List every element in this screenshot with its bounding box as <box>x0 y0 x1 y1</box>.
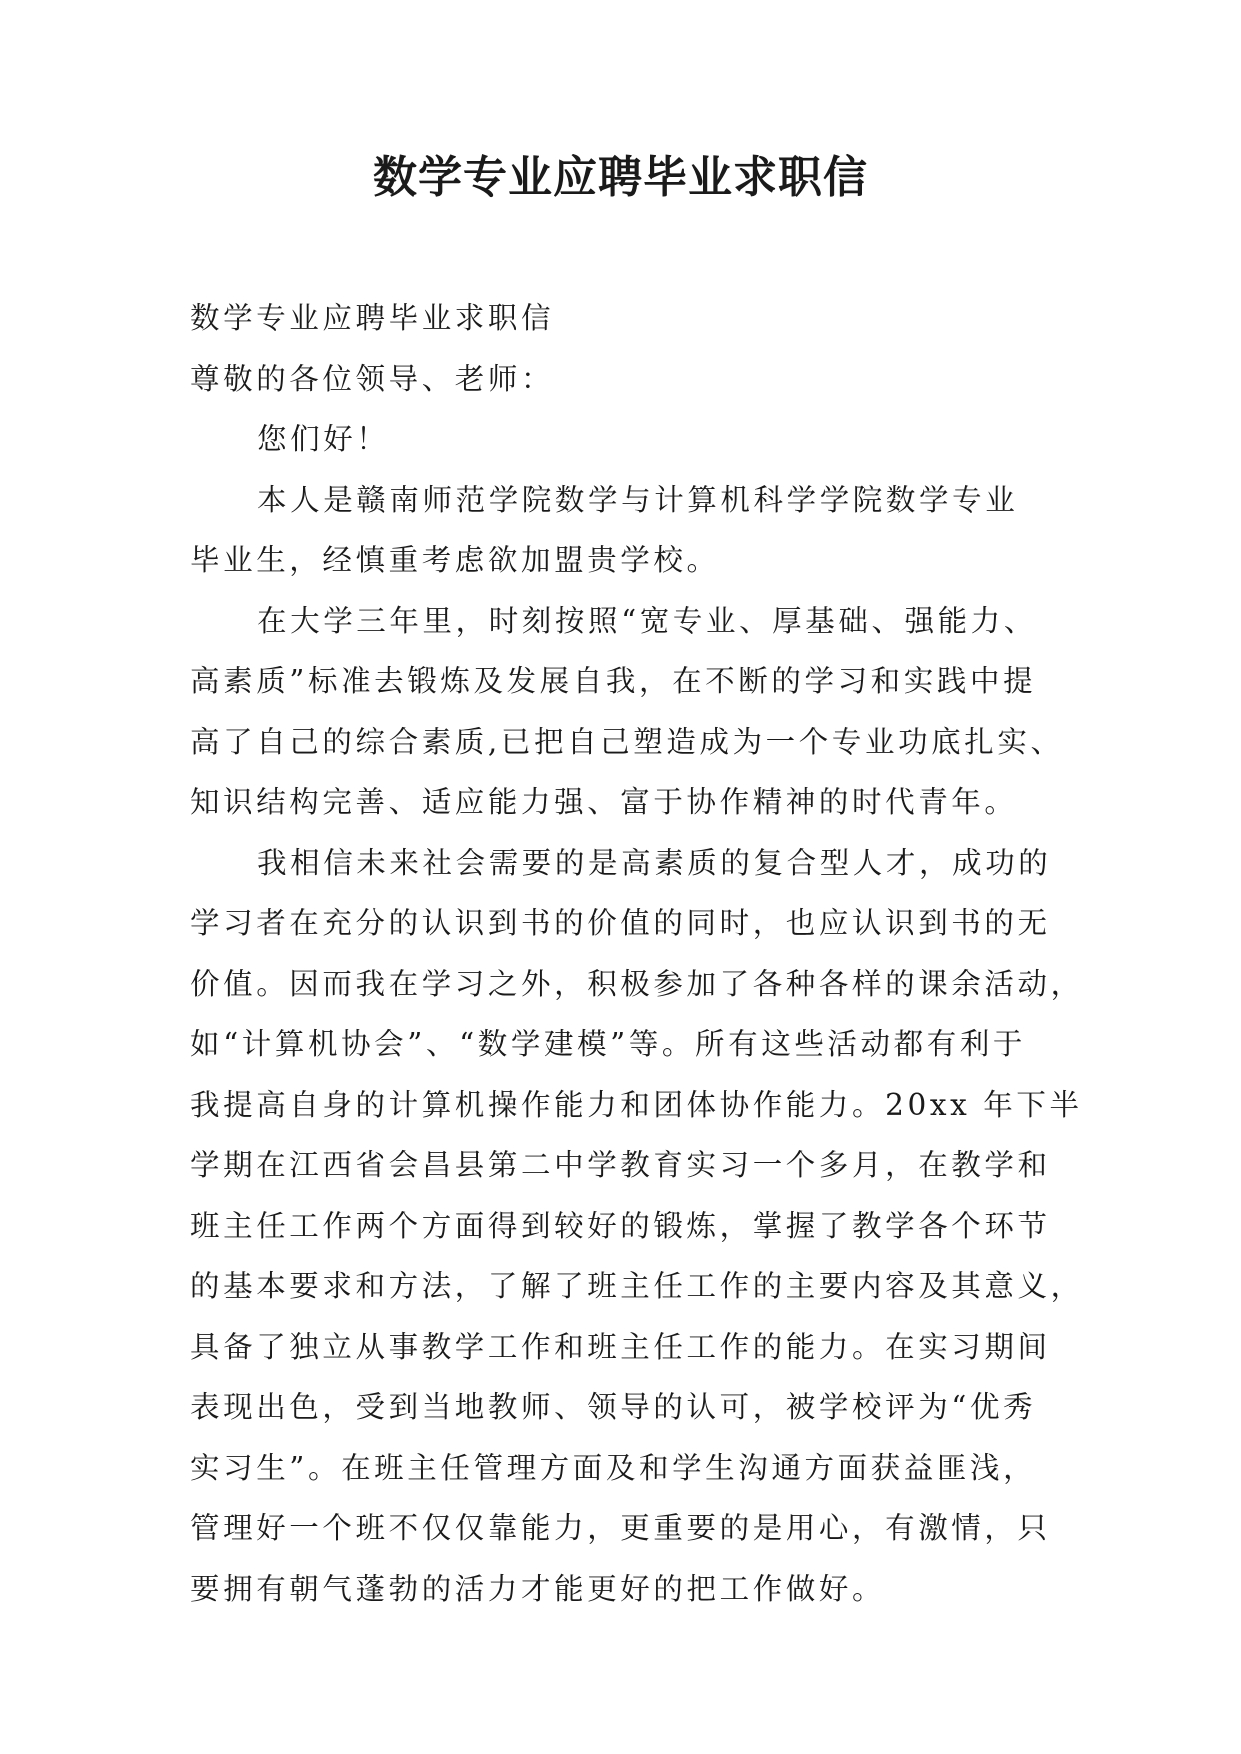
body-line: 您们好！ <box>257 422 390 456</box>
body-line: 毕业生，经慎重考虑欲加盟贵学校。 <box>190 543 720 577</box>
document-body <box>190 288 1084 1619</box>
body-line: 高了自己的综合素质,已把自己塑造成为一个专业功底扎实、 <box>190 724 1064 759</box>
body-line: 在大学三年里，时刻按照“宽专业、厚基础、强能力、 <box>257 603 1037 638</box>
body-line: 高素质”标准去锻炼及发展自我，在不断的学习和实践中提 <box>190 664 1037 698</box>
body-line: 价值。因而我在学习之外，积极参加了各种各样的课余活动， <box>190 966 1084 1001</box>
body-line: 我相信未来社会需要的是高素质的复合型人才，成功的 <box>257 845 1052 880</box>
body-line: 表现出色，受到当地教师、领导的认可，被学校评为“优秀 <box>190 1390 1037 1424</box>
body-line: 实习生”。在班主任管理方面及和学生沟通方面获益匪浅， <box>190 1450 1037 1485</box>
body-line: 本人是赣南师范学院数学与计算机科学学院数学专业 <box>257 482 1019 517</box>
body-line: 具备了独立从事教学工作和班主任工作的能力。在实习期间 <box>190 1329 1051 1364</box>
body-line: 班主任工作两个方面得到较好的锻炼，掌握了教学各个环节 <box>190 1208 1051 1243</box>
body-line: 知识结构完善、适应能力强、富于协作精神的时代青年。 <box>190 785 1018 819</box>
document-title: 数学专业应聘毕业求职信 <box>373 152 868 203</box>
body-line: 管理好一个班不仅仅靠能力，更重要的是用心，有激情，只 <box>190 1511 1051 1545</box>
body-line: 如“计算机协会”、“数学建模”等。所有这些活动都有利于 <box>190 1027 1027 1061</box>
body-line: 数学专业应聘毕业求职信 <box>190 301 555 335</box>
body-line: 我提高自身的计算机操作能力和团体协作能力。20xx 年下半 <box>190 1087 1083 1122</box>
body-line: 学习者在充分的认识到书的价值的同时，也应认识到书的无 <box>190 906 1051 940</box>
body-line: 尊敬的各位领导、老师： <box>190 361 555 396</box>
body-line: 的基本要求和方法，了解了班主任工作的主要内容及其意义， <box>190 1269 1084 1303</box>
body-line: 要拥有朝气蓬勃的活力才能更好的把工作做好。 <box>190 1571 886 1606</box>
body-line: 学期在江西省会昌县第二中学教育实习一个多月，在教学和 <box>190 1148 1051 1182</box>
